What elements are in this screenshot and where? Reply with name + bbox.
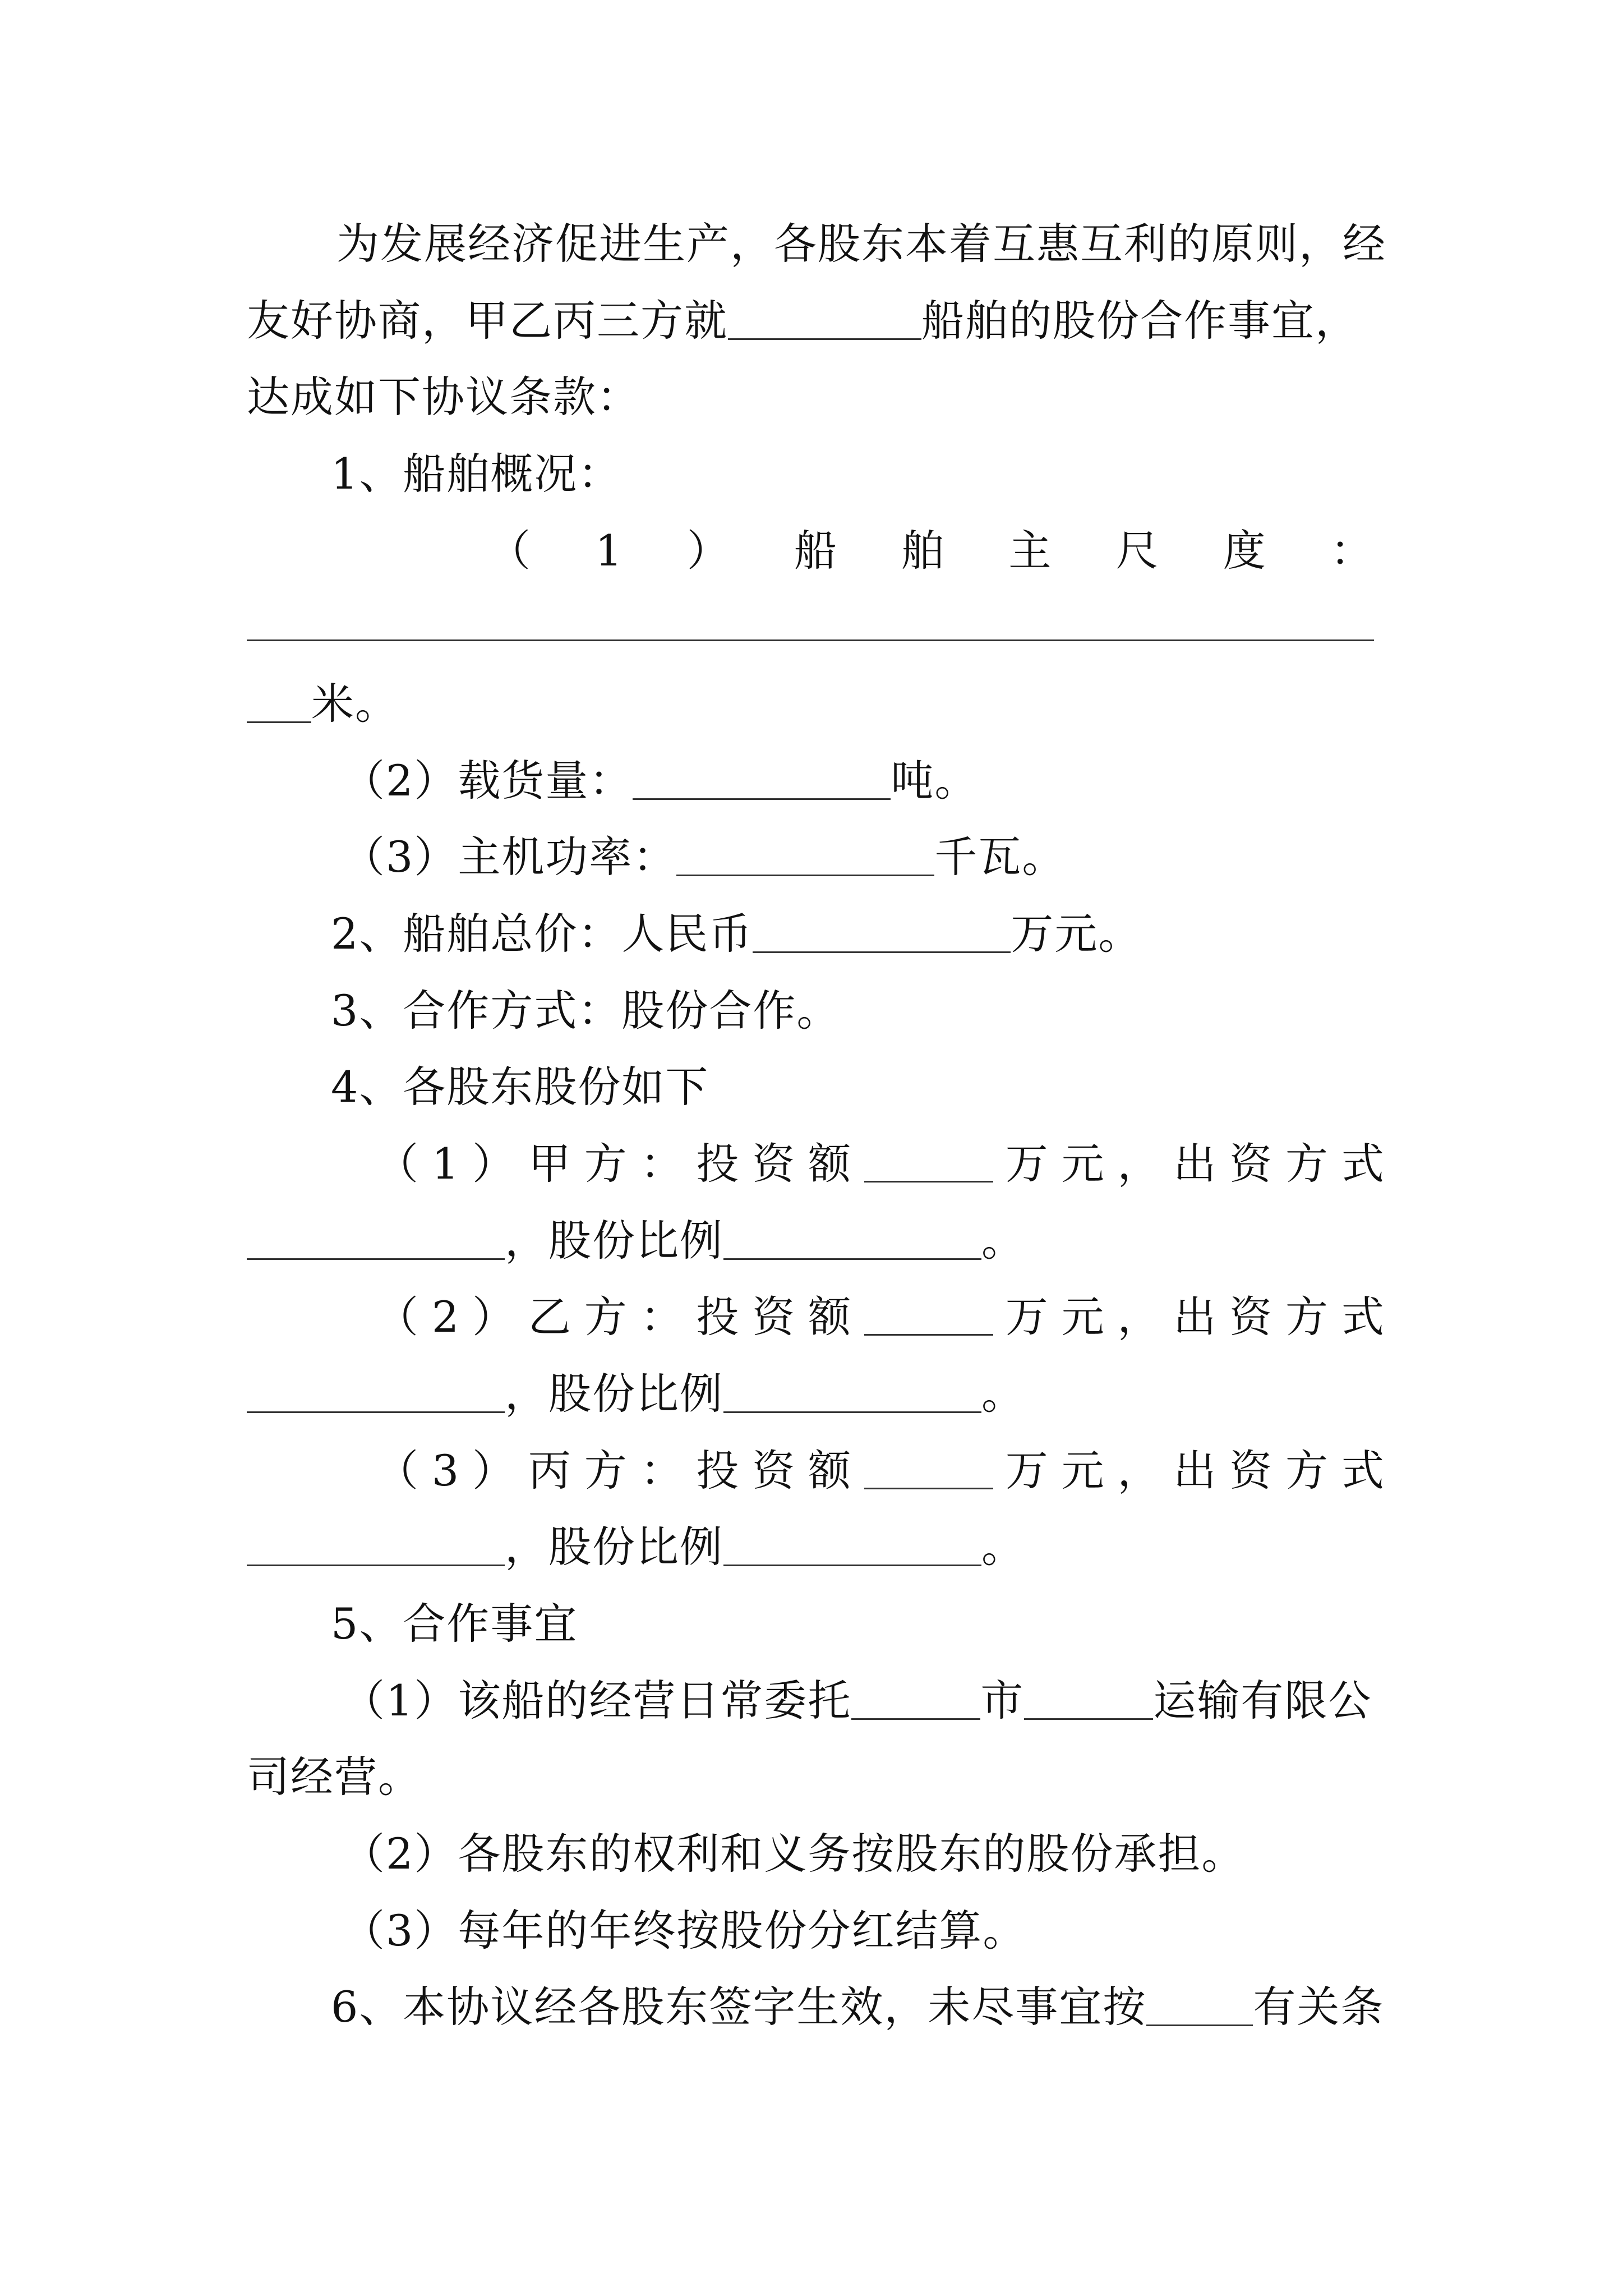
party-b-amount-blank[interactable] bbox=[864, 1289, 993, 1336]
intro-line-3: 达成如下协议条款： bbox=[247, 372, 640, 422]
party-a-amount-blank[interactable] bbox=[864, 1136, 993, 1182]
ship-dimensions-blank[interactable] bbox=[247, 639, 1374, 641]
party-c-ratio-line: ，股份比例 。 bbox=[247, 1519, 1385, 1575]
engine-power-blank[interactable] bbox=[676, 830, 934, 876]
operation-line-1: （1）该船的经营日常委托 市 运输有限公 bbox=[247, 1673, 1385, 1729]
intro-line-2: 友好协商，甲乙丙三方就 船舶的股份合作事宜， bbox=[247, 293, 1385, 349]
regulation-blank[interactable] bbox=[1146, 1980, 1253, 2026]
section-1-title: 1、船舶概况： bbox=[331, 449, 622, 499]
total-price-line: 2、船舶总价：人民币 万元。 bbox=[247, 906, 1385, 962]
party-a-method-blank[interactable] bbox=[247, 1213, 505, 1260]
ship-dimensions-unit-line: 米。 bbox=[247, 676, 1385, 732]
party-a-ratio-line: ，股份比例 。 bbox=[247, 1213, 1385, 1269]
cargo-capacity-line: （2）载货量： 吨。 bbox=[247, 753, 1385, 809]
rights-obligations-line: （2）各股东的权利和义务按股东的股份承担。 bbox=[342, 1829, 1246, 1879]
effectiveness-line: 6、本协议经各股东签字生效，未尽事宜按 有关条 bbox=[247, 1979, 1385, 2035]
ship-dimensions-line: （ 1 ） 船 舶 主 尺 度 ： bbox=[488, 526, 1374, 576]
operation-line-2: 司经营。 bbox=[247, 1752, 422, 1802]
cargo-capacity-blank[interactable] bbox=[633, 753, 891, 800]
engine-power-line: （3）主机功率： 千瓦。 bbox=[247, 829, 1385, 885]
party-c-amount-blank[interactable] bbox=[864, 1443, 993, 1489]
cooperation-mode-line: 3、合作方式：股份合作。 bbox=[331, 986, 841, 1036]
party-a-investment-line: （ 1 ） 甲 方 ： 投 资 额 万 元 ， 出 资 方 式 bbox=[376, 1136, 1385, 1192]
party-b-ratio-line: ，股份比例 。 bbox=[247, 1366, 1385, 1422]
intro-line-1: 为发展经济促进生产，各股东本着互惠互利的原则，经 bbox=[336, 219, 1386, 269]
dimensions-tail-blank[interactable] bbox=[247, 677, 311, 723]
section-4-title: 4、各股东股份如下 bbox=[331, 1062, 709, 1112]
party-b-method-blank[interactable] bbox=[247, 1366, 505, 1413]
company-blank[interactable] bbox=[1024, 1673, 1153, 1720]
party-a-ratio-blank[interactable] bbox=[723, 1213, 981, 1260]
party-b-ratio-blank[interactable] bbox=[723, 1366, 981, 1413]
city-blank[interactable] bbox=[851, 1673, 980, 1720]
party-b-investment-line: （ 2 ） 乙 方 ： 投 资 额 万 元 ， 出 资 方 式 bbox=[376, 1289, 1385, 1345]
party-c-ratio-blank[interactable] bbox=[723, 1520, 981, 1566]
party-c-method-blank[interactable] bbox=[247, 1520, 505, 1566]
section-5-title: 5、合作事宜 bbox=[331, 1599, 578, 1649]
total-price-blank[interactable] bbox=[753, 907, 1011, 953]
dividend-line: （3）每年的年终按股份分红结算。 bbox=[342, 1906, 1027, 1955]
party-c-investment-line: （ 3 ） 丙 方 ： 投 资 额 万 元 ， 出 资 方 式 bbox=[376, 1443, 1385, 1499]
ship-name-blank[interactable] bbox=[728, 293, 921, 340]
